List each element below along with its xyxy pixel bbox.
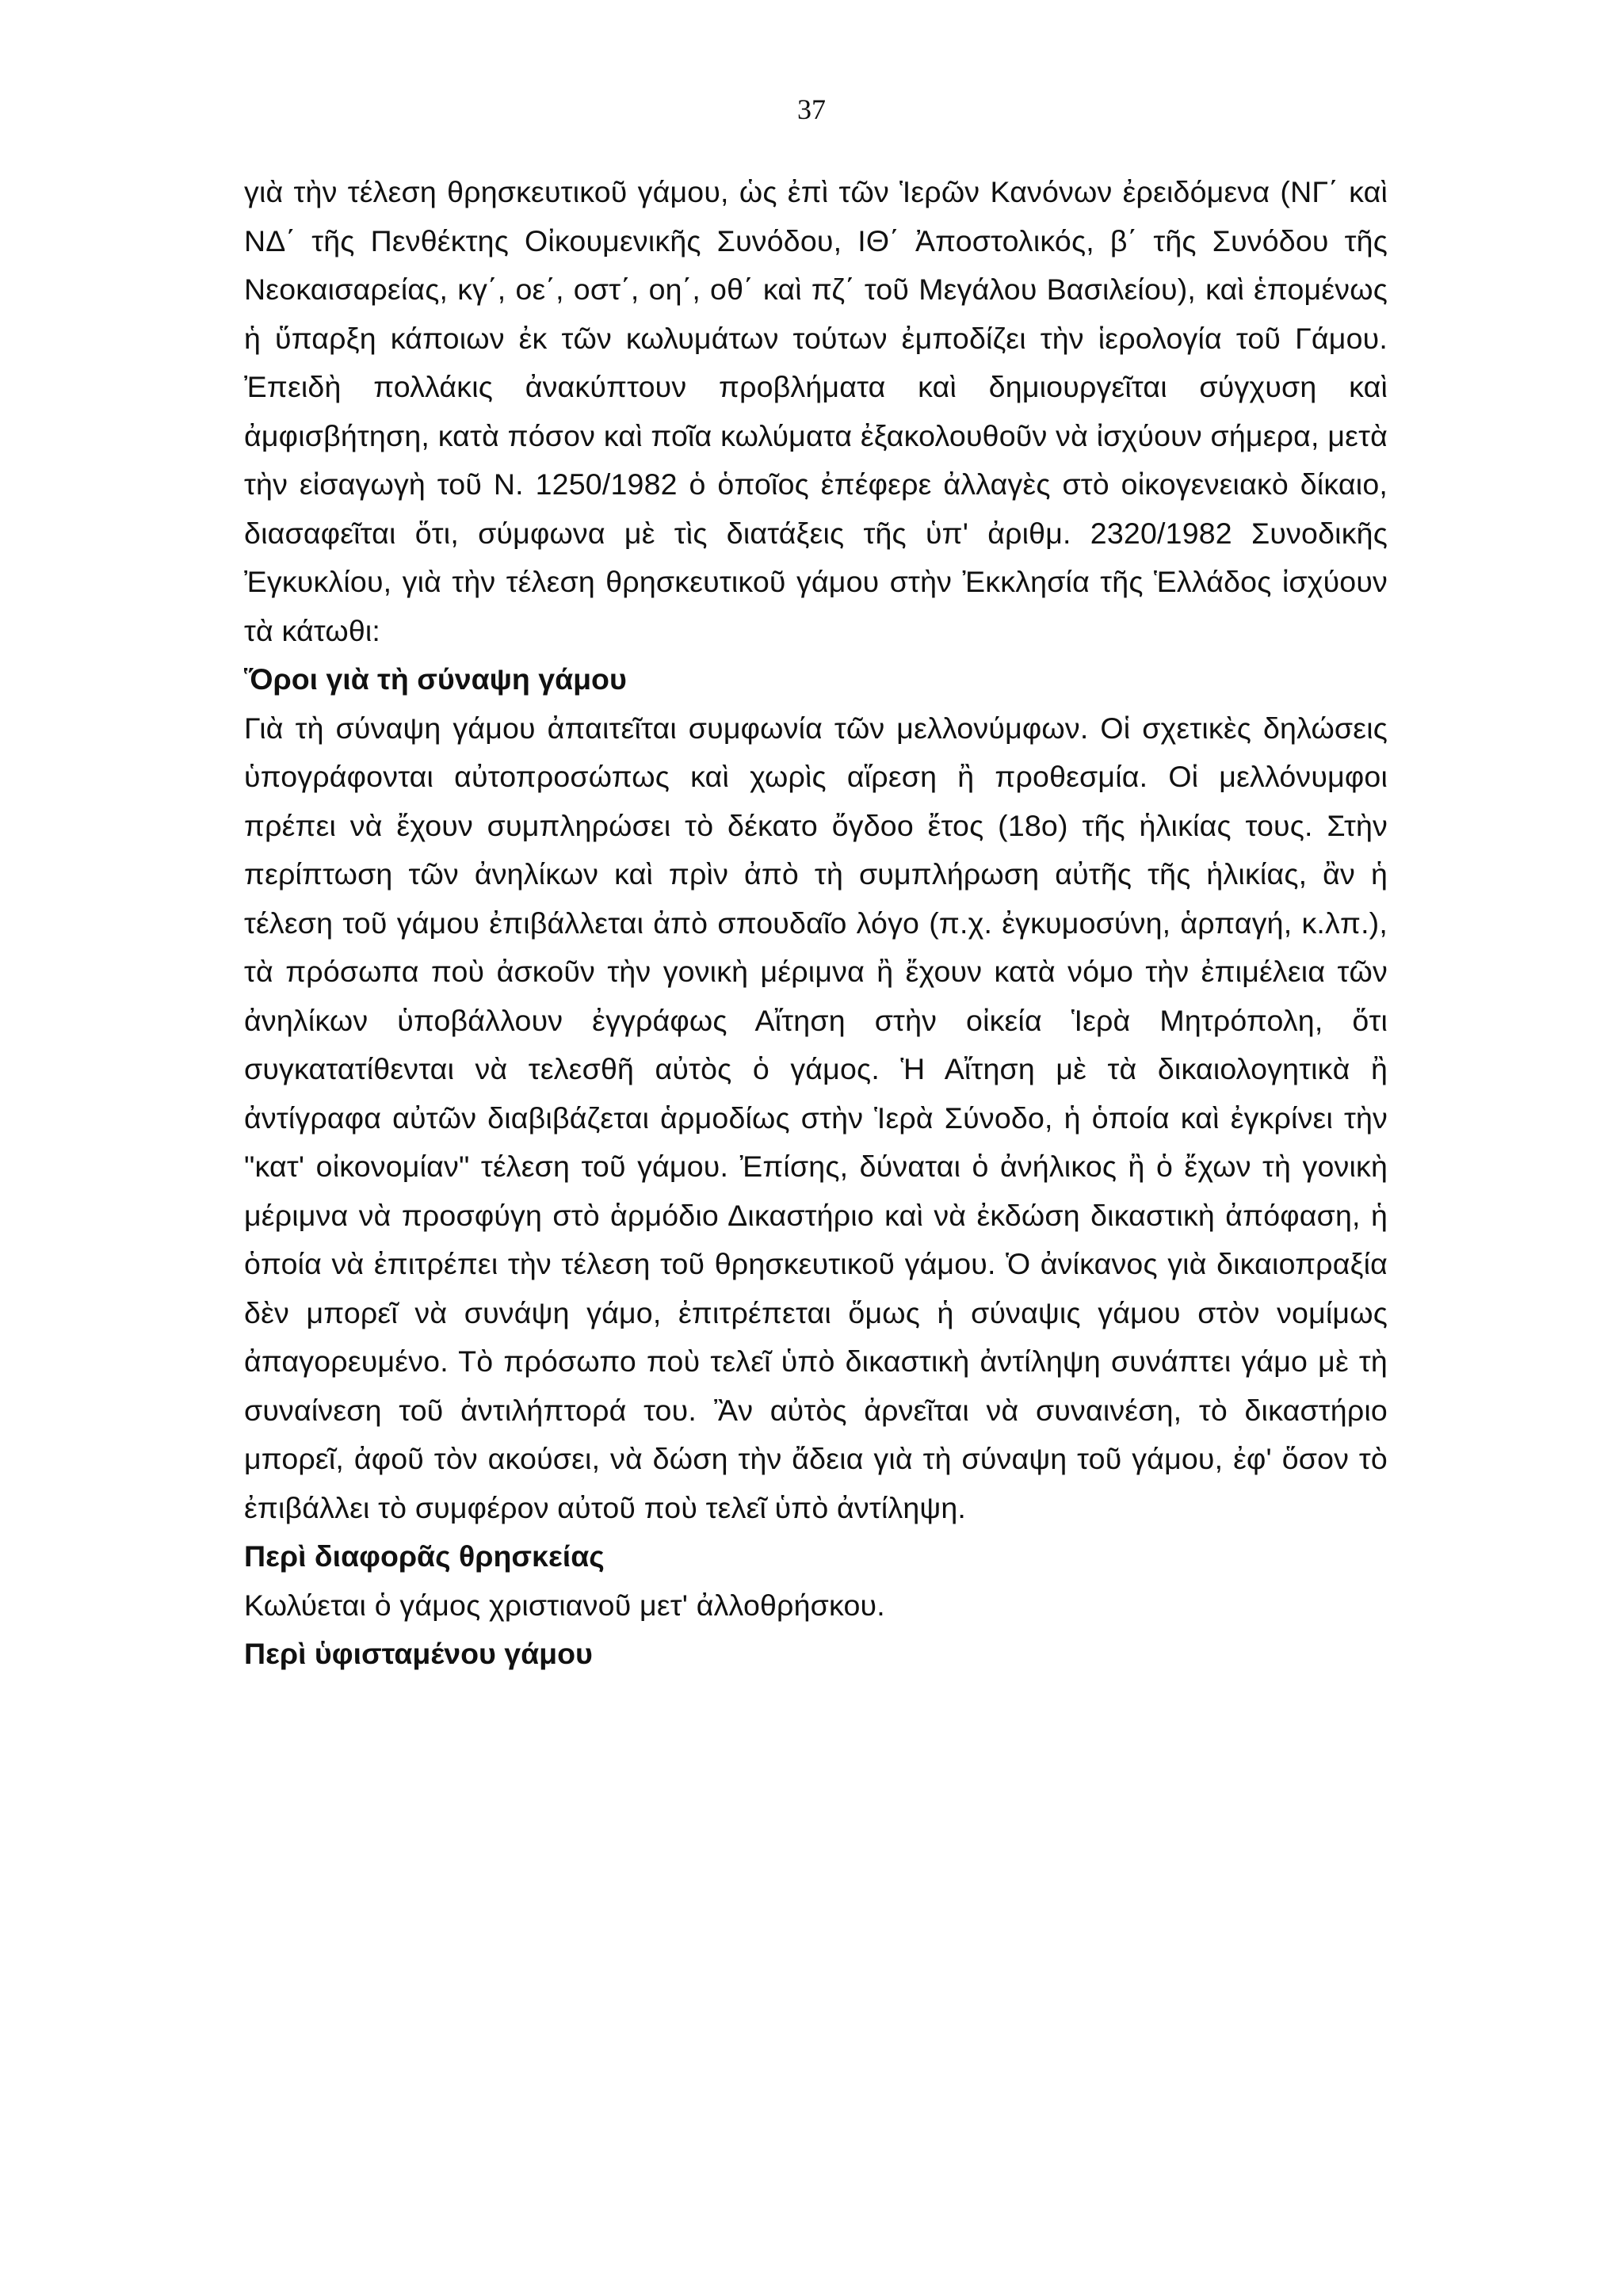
page-body bbox=[244, 168, 1388, 1679]
body-paragraph-marriage-conditions: Γιὰ τὴ σύναψη γάμου ἀπαιτεῖται συμφωνία τῶν μελλονύμφων. Οἱ σχετικὲς δηλώσεις ὑπογράφονται αὐτοπροσώπως καὶ χωρὶς αἵρεση ἢ προθεσμία. Οἱ μελλόνυμφοι πρέπει νὰ ἔχουν συμπληρώσει τὸ δέκατο ὄγδοο ἔτος (18ο) τῆς ἡλικίας τους. Στὴν περίπτωση τῶν ἀνηλίκων καὶ πρὶν ἀπὸ τὴ συμπλήρωση αὐτῆς τῆς ἡλικίας, ἂν ἡ τέλεση τοῦ γάμου ἐπιβάλλεται ἀπὸ σπουδαῖο λόγο (π.χ. ἐγκυμοσύνη, ἁρπαγή, κ.λπ.), τὰ πρόσωπα ποὺ ἀσκοῦν τὴν γονικὴ μέριμνα ἢ ἔχουν κατὰ νόμο τὴν ἐπιμέλεια τῶν ἀνηλίκων ὑποβάλλουν ἐγγράφως Αἴτηση στὴν οἰκεία Ἱερὰ Μητρόπολη, ὅτι συγκατατίθενται νὰ τελεσθῆ αὐτὸς ὁ γάμος. Ἡ Αἴτηση μὲ τὰ δικαιολογητικὰ ἢ ἀντίγραφα αὐτῶν διαβιβάζεται ἁρμοδίως στὴν Ἱερὰ Σύνοδο, ἡ ὁποία καὶ ἐγκρίνει τὴν "κατ' οἰκονομίαν" τέλεση τοῦ γάμου. Ἐπίσης, δύναται ὁ ἀνήλικος ἢ ὁ ἔχων τὴ γονικὴ μέριμνα νὰ προσφύγη στὸ ἁρμόδιο Δικαστήριο καὶ νὰ ἐκδώση δικαστικὴ ἀπόφαση, ἡ ὁποία νὰ ἐπιτρέπει τὴν τέλεση τοῦ θρησκευτικοῦ γάμου. Ὁ ἀνίκανος γιὰ δικαιοπραξία δὲν μπορεῖ νὰ συνάψη γάμο, ἐπιτρέπεται ὅμως ἡ σύναψις γάμου στὸν νομίμως ἀπαγορευμένο. Τὸ πρόσωπο ποὺ τελεῖ ὑπὸ δικαστικὴ ἀντίληψη συνάπτει γάμο μὲ τὴ συναίνεση τοῦ ἀντιλήπτορά του. Ἂν αὐτὸς ἀρνεῖται νὰ συναινέση, τὸ δικαστήριο μπορεῖ, ἀφοῦ τὸν ακούσει, νὰ δώση τὴν ἄδεια γιὰ τὴ σύναψη τοῦ γάμου, ἐφ' ὅσον τὸ ἐπιβάλλει τὸ συμφέρον αὐτοῦ ποὺ τελεῖ ὑπὸ ἀντίληψη. bbox=[244, 711, 1388, 1524]
body-paragraph-intro: γιὰ τὴν τέλεση θρησκευτικοῦ γάμου, ὡς ἐπὶ τῶν Ἱερῶν Κανόνων ἐρειδόμενα (ΝΓ΄ καὶ ΝΔ΄ τῆς Πενθέκτης Οἰκουμενικῆς Συνόδου, ΙΘ΄ Ἀποστολικός, β΄ τῆς Συνόδου τῆς Νεοκαισαρείας, κγ΄, οε΄, οστ΄, οη΄, οθ΄ καὶ πζ΄ τοῦ Μεγάλου Βασιλείου), καὶ ἑπομένως ἡ ὕπαρξη κάποιων ἐκ τῶν κωλυμάτων τούτων ἐμποδίζει τὴν ἱερολογία τοῦ Γάμου. Ἐπειδὴ πολλάκις ἀνακύπτουν προβλήματα καὶ δημιουργεῖται σύγχυση καὶ ἀμφισβήτηση, κατὰ πόσον καὶ ποῖα κωλύματα ἐξακολουθοῦν νὰ ἰσχύουν σήμερα, μετὰ τὴν εἰσαγωγὴ τοῦ Ν. 1250/1982 ὁ ὁποῖος ἐπέφερε ἀλλαγὲς στὸ οἰκογενειακὸ δίκαιο, διασαφεῖται ὅτι, σύμφωνα μὲ τὶς διατάξεις τῆς ὑπ' ἀριθμ. 2320/1982 Συνοδικῆς Ἐγκυκλίου, γιὰ τὴν τέλεση θρησκευτικοῦ γάμου στὴν Ἐκκλησία τῆς Ἑλλάδος ἰσχύουν τὰ κάτωθι: bbox=[244, 175, 1388, 647]
page-number: 37 bbox=[797, 93, 826, 125]
section-heading-marriage-conditions: Ὅροι γιὰ τὴ σύναψη γάμου bbox=[244, 662, 627, 696]
section-heading-religion-difference: Περὶ διαφορᾶς θρησκείας bbox=[244, 1539, 605, 1573]
section-heading-existing-marriage: Περὶ ὑφισταμένου γάμου bbox=[244, 1637, 593, 1670]
body-paragraph-religion-difference: Κωλύεται ὁ γάμος χριστιανοῦ μετ' ἀλλοθρήσκου. bbox=[244, 1588, 885, 1622]
